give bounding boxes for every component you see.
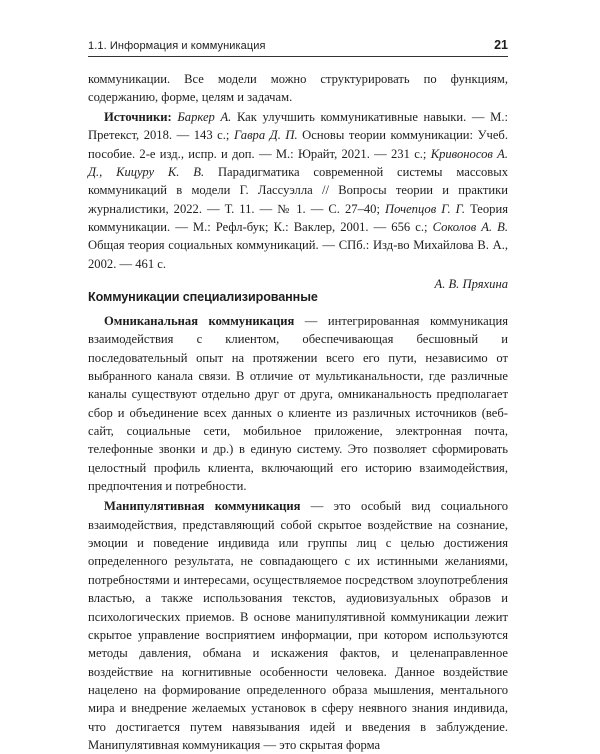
source-text: Общая теория социальных коммуникаций. — СПб.: Изд-во Михайлова В. А., 2002. — 461 с. xyxy=(88,238,508,271)
source-text: Теория коммуникации. — М.: Рефл-бук; К.: Ваклер, 2001. — 656 с.; xyxy=(88,201,509,235)
dictionary-entry xyxy=(88,312,508,495)
running-title: 1.1. Информация и коммуникация xyxy=(88,40,266,52)
continuation-paragraph xyxy=(88,70,508,107)
source-author: Гавра Д. П. xyxy=(233,128,298,143)
source-text: Основы теории коммуникации: Учеб. пособие. 2-е изд., испр. и доп. — М.: Юрайт, 2021. — 231 с.; xyxy=(88,128,508,161)
running-header xyxy=(88,38,508,52)
source-author: Баркер А. xyxy=(177,110,232,124)
source-text: Как улучшить коммуникативные навыки. — М.: Претекст, 2018. — 143 с.; xyxy=(88,110,508,143)
header-rule xyxy=(88,56,508,57)
entry-term: Манипулятивная коммуникация xyxy=(104,499,301,514)
entry-term: Омниканальная коммуникация xyxy=(104,314,295,328)
source-author: Почепцов Г. Г. xyxy=(385,201,466,216)
source-author: Кривоносов А. Д., Кицуру К. В. xyxy=(88,146,508,180)
entry-text: — это особый вид социального взаимодействия, представляющий собой скрытое воздействие на сознание, эмоции и поведение индивида или группы лиц с целью достижения определенного результата, не совпадающего с их истинными желаниями, потребностями и интересами, осуществляемое посредством злоупотребления властью, а также использования текстов, аудиовизуальных образов и психологических приемов. В основе манипулятивной коммуникации лежит скрытое управление восприятием информации, при котором используются методы давления, обмана и искажения фактов, и целенаправленное воздействие на когнитивные особенности человека. Данное воздействие нацелено на формирование определенного образа мышления, ментального мира и внедрение желаемых установок в сферу неявного знания индивида, что достигается путем навязывания идей и введения в заблуждение. Манипулятивная коммуникация — это скрытая форма xyxy=(88,499,509,752)
sources-block xyxy=(88,108,508,293)
entries-block xyxy=(88,312,508,754)
entry-text: — интегрированная коммуникация взаимодействия с клиентом, обеспечивающая бесшовный и последовательный опыт на протяжении всего его пути, независимо от выбранного канала связи. В отличие от мультиканальности, где различные каналы существуют отдельно друг от друга, омниканальность предполагает сбор и объединение всех данных о клиенте из различных источников (веб-сайт, социальные сети, мобильное приложение, электронная почта, телефонные звонки и др.) в единую систему. Это позволяет сформировать целостный профиль клиента, включающий его историю взаимодействия, предпочтения и потребности. xyxy=(88,314,508,494)
page-number: 21 xyxy=(494,38,508,52)
section-title: Коммуникации специализированные xyxy=(88,290,318,304)
source-text: Парадигматика современной системы массовых коммуникаций в модели Г. Лассуэлла // Вопросы теории и практики журналистики, 2022. — Т. 11. — № 1. — С. 27–40; xyxy=(88,165,508,216)
sources-paragraph xyxy=(88,108,508,273)
continuation-text: коммуникации. Все модели можно структурировать по функциям, содержанию, форме, целям и задачам. xyxy=(88,72,508,105)
article-signature: А. В. Пряхина xyxy=(434,277,508,292)
source-author: Соколов А. В. xyxy=(432,220,508,235)
sources-label: Источники: xyxy=(104,110,172,124)
dictionary-entry xyxy=(88,497,508,754)
